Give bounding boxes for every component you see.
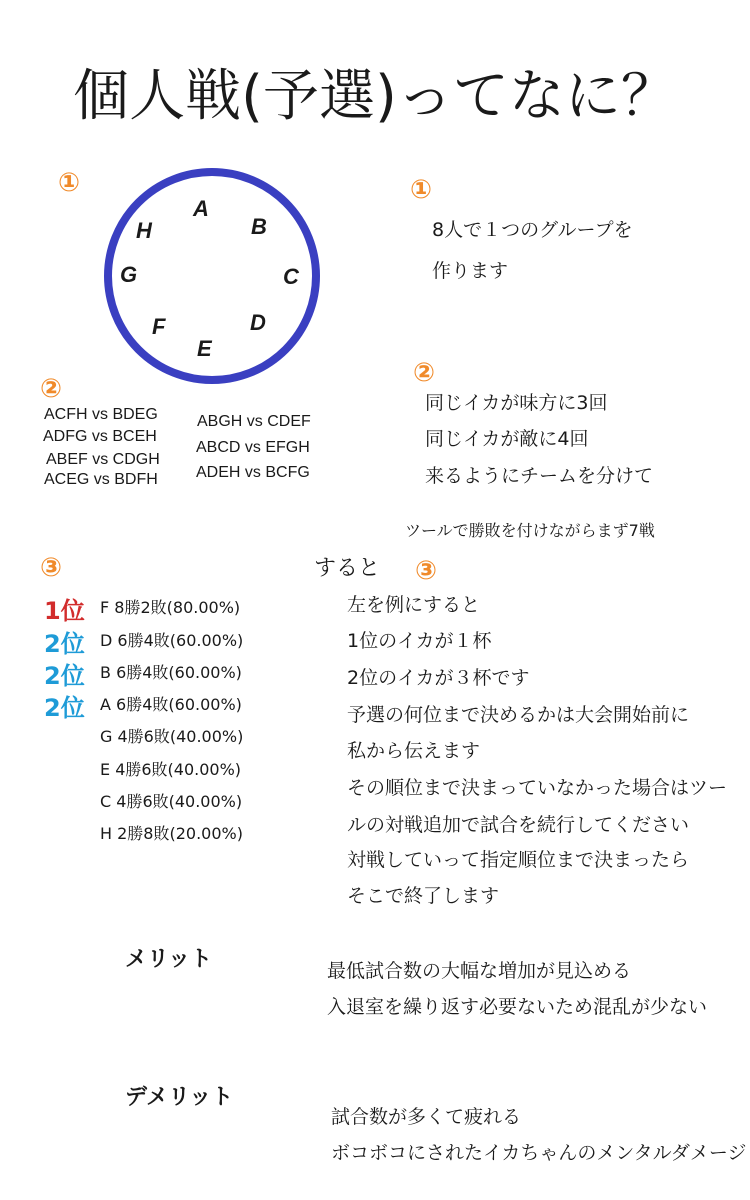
ranking-record-4: A 6勝4敗(60.00%) xyxy=(100,695,242,714)
rank-label-1: 1位 xyxy=(44,597,85,625)
ranking-record-5: G 4勝6敗(40.00%) xyxy=(100,727,244,746)
merit-line-1: 最低試合数の大幅な増加が見込める xyxy=(327,960,632,982)
ranking-record-8: H 2勝8敗(20.00%) xyxy=(100,824,243,843)
rank-label-3: 2位 xyxy=(44,662,85,690)
match-right-1: ABGH vs CDEF xyxy=(197,413,311,430)
step-number-1-left: ① xyxy=(58,168,81,198)
step-number-2-right: ② xyxy=(413,358,436,388)
desc-3-line-6: その順位まで決まっていなかった場合はツー xyxy=(347,777,728,799)
ranking-record-7: C 4勝6敗(40.00%) xyxy=(100,792,243,811)
match-right-3: ADEH vs BCFG xyxy=(196,464,310,481)
match-right-2: ABCD vs EFGH xyxy=(196,439,310,456)
desc-3-line-1: 左を例にすると xyxy=(347,594,481,616)
merit-line-2: 入退室を繰り返す必要ないため混乱が少ない xyxy=(327,996,708,1018)
match-left-1: ACFH vs BDEG xyxy=(44,406,158,423)
circle-letter-h: H xyxy=(136,218,152,243)
circle-letter-a: A xyxy=(193,196,209,221)
tool-line: ツールで勝敗を付けながらまず7戦 xyxy=(405,521,655,540)
step-number-3-right: ③ xyxy=(415,556,438,586)
rank-label-2: 2位 xyxy=(44,630,85,658)
demerit-heading: デメリット xyxy=(125,1085,234,1110)
demerit-line-1: 試合数が多くて疲れる xyxy=(331,1106,522,1128)
ranking-record-2: D 6勝4敗(60.00%) xyxy=(100,631,244,650)
desc-3-line-7: ルの対戦追加で試合を続行してください xyxy=(347,814,690,836)
circle-letter-g: G xyxy=(120,262,138,287)
desc-3-line-3: 2位のイカが３杯です xyxy=(347,667,530,689)
merit-heading: メリット xyxy=(125,947,213,972)
page-title: 個人戦(予選)ってなに？ xyxy=(73,64,677,129)
rank-label-4: 2位 xyxy=(44,694,85,722)
ranking-record-3: B 6勝4敗(60.00%) xyxy=(100,663,242,682)
desc-2-line-2: 同じイカが敵に4回 xyxy=(425,428,589,450)
step-number-1-right: ① xyxy=(410,175,433,205)
desc-1-line-2: 作ります xyxy=(432,260,509,282)
circle-letter-b: B xyxy=(251,214,267,239)
step-number-3-left: ③ xyxy=(40,553,63,583)
desc-3-line-2: 1位のイカが１杯 xyxy=(347,630,492,652)
circle-letter-f: F xyxy=(152,314,166,339)
desc-2-line-3: 来るようにチームを分けて xyxy=(425,465,654,487)
match-left-2: ADFG vs BCEH xyxy=(43,428,157,445)
suru-to-text: すると xyxy=(314,556,381,581)
desc-3-line-8: 対戦していって指定順位まで決まったら xyxy=(347,849,690,871)
desc-3-line-9: そこで終了します xyxy=(347,885,500,907)
circle-letter-d: D xyxy=(250,310,266,335)
match-left-4: ACEG vs BDFH xyxy=(44,471,158,488)
match-left-3: ABEF vs CDGH xyxy=(46,451,160,468)
step-number-2-left: ② xyxy=(40,374,63,404)
circle-letter-c: C xyxy=(283,264,299,289)
desc-2-line-1: 同じイカが味方に3回 xyxy=(425,392,608,414)
ranking-record-1: F 8勝2敗(80.00%) xyxy=(100,598,241,617)
demerit-line-2: ボコボコにされたイカちゃんのメンタルダメージ xyxy=(331,1142,747,1164)
desc-3-line-5: 私から伝えます xyxy=(347,740,481,762)
ranking-record-6: E 4勝6敗(40.00%) xyxy=(100,760,242,779)
circle-letter-e: E xyxy=(197,336,212,361)
desc-3-line-4: 予選の何位まで決めるかは大会開始前に xyxy=(347,704,690,726)
desc-1-line-1: 8人で１つのグループを xyxy=(432,219,633,241)
